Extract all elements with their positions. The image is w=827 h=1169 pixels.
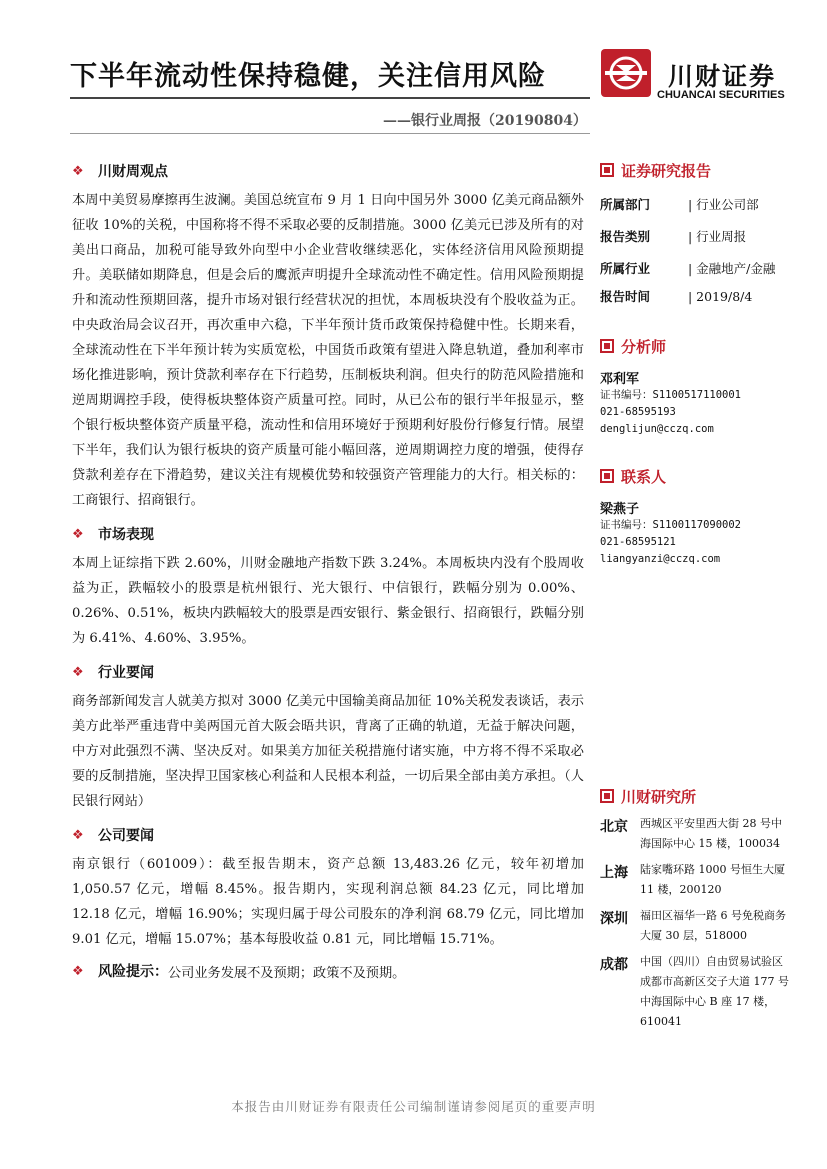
meta-value: | 行业周报 bbox=[688, 229, 747, 244]
report-title: 下半年流动性保持稳健，关注信用风险 bbox=[70, 61, 546, 92]
risk-text: 公司业务发展不及预期；政策不及预期。 bbox=[168, 965, 406, 981]
section-body: 商务部新闻发言人就美方拟对 3000 亿美元中国输美商品加征 10%关税发表谈话，表示美方此举严重违背中美两国元首大阪会晤共识，背离了正确的轨道，无益于解决问题，中方对此强烈不满、坚决反对。如果美方加征关税措施付诸实施，中方将不得不采取必要的反制措施，坚决捍卫国家核心利益和人民根本利益，一切后果全部由美方承担。（人民银行网站） bbox=[72, 694, 584, 809]
header-divider-bottom bbox=[70, 133, 590, 134]
section-company-news bbox=[72, 822, 584, 952]
meta-key: 所属部门 bbox=[600, 197, 651, 212]
section-industry-news bbox=[72, 659, 584, 814]
diamond-bullet-icon: ❖ bbox=[72, 664, 84, 680]
analyst-cert: 证书编号：S1100517110001 bbox=[600, 389, 742, 401]
header-divider bbox=[70, 97, 590, 99]
section-heading: 行业要闻 bbox=[98, 665, 154, 681]
meta-row bbox=[600, 188, 800, 220]
square-bullet-icon bbox=[600, 469, 614, 483]
office-address: 西城区平安里西大街 28 号中海国际中心 15 楼，100034 bbox=[640, 817, 782, 850]
section-heading: 川财周观点 bbox=[98, 164, 168, 180]
office-city: 北京 bbox=[600, 819, 628, 835]
square-bullet-icon bbox=[600, 789, 614, 803]
office-address: 中国（四川）自由贸易试验区成都市高新区交子大道 177 号中海国际中心 B 座 17 楼，610041 bbox=[640, 955, 789, 1028]
office-entry bbox=[600, 906, 800, 946]
diamond-bullet-icon: ❖ bbox=[72, 163, 84, 179]
brand-name-en: CHUANCAI SECURITIES bbox=[657, 89, 785, 101]
contact-phone: 021-68595121 bbox=[600, 536, 676, 548]
office-city: 成都 bbox=[600, 957, 628, 973]
diamond-bullet-icon: ❖ bbox=[72, 526, 84, 542]
brand-name-cn: 川财证券 bbox=[668, 62, 777, 91]
contact-name: 梁燕子 bbox=[600, 502, 640, 517]
square-bullet-icon bbox=[600, 163, 614, 177]
meta-value: | 行业公司部 bbox=[688, 197, 759, 212]
section-body: 本周上证综指下跌 2.60%，川财金融地产指数下跌 3.24%。本周板块内没有个股周收益为正，跌幅较小的股票是杭州银行、光大银行、中信银行，跌幅分别为 0.00%、0.26%、0.51%，板块内跌幅较大的股票是西安银行、紫金银行、招商银行，跌幅分别为 6.41%、4.60%、3.95%。 bbox=[72, 556, 584, 646]
office-city: 上海 bbox=[600, 865, 628, 881]
diamond-bullet-icon: ❖ bbox=[72, 827, 84, 843]
meta-row bbox=[600, 252, 800, 284]
section-heading: 市场表现 bbox=[98, 527, 154, 543]
analyst-card bbox=[600, 368, 800, 438]
chuancai-logo-icon bbox=[601, 49, 651, 97]
analyst-email[interactable]: denglijun@cczq.com bbox=[600, 423, 714, 435]
institute-block bbox=[600, 784, 800, 1032]
section-body: 本周中美贸易摩擦再生波澜。美国总统宣布 9 月 1 日向中国另外 3000 亿美元商品额外征收 10%的关税，中国称将不得不采取必要的反制措施。3000 亿美元已涉及所有的对美出口商品，加税可能导致外向型中小企业营收继续恶化，实体经济信用风险预期提升。美联储如期降息，但是会后的鹰派声明提升全球流动性不确定性。信用风险预期提升和流动性预期回落，提升市场对银行经营状况的担忧，本周板块没有个股收益为正。中央政治局会议召开，再次重申六稳，下半年预计货币政策保持稳健中性。长期来看，全球流动性在下半年预计转为实质宽松，中国货币政策有望进入降息轨道，叠加利率市场化推进影响，预计贷款利率存在下行趋势，压制板块利润。但央行的防范风险措施和逆周期调控手段，使得板块整体资产质量可控。同时，从已公布的银行半年报显示，整个银行板块整体资产质量平稳，流动性和信用环境好于预期利好股份行修复行情。展望下半年，我们认为银行板块的资产质量可能小幅回落，逆周期调控力度的增强，使得存贷款利差存在下滑趋势，建议关注有规模优势和较强资产管理能力的大行。相关标的：工商银行、招商银行。 bbox=[72, 193, 584, 508]
sidebar-heading: 川财研究所 bbox=[621, 787, 697, 806]
office-entry bbox=[600, 814, 800, 854]
contact-card bbox=[600, 498, 800, 568]
sidebar-heading: 证券研究报告 bbox=[621, 161, 712, 180]
sidebar-heading: 分析师 bbox=[621, 337, 667, 356]
meta-value: | 2019/8/4 bbox=[688, 288, 753, 304]
main-content bbox=[72, 150, 584, 984]
risk-warning bbox=[72, 958, 584, 984]
meta-row bbox=[600, 284, 800, 308]
section-market bbox=[72, 521, 584, 651]
analyst-name: 邓利军 bbox=[600, 372, 640, 387]
contact-email[interactable]: liangyanzi@cczq.com bbox=[600, 553, 721, 565]
office-address: 陆家嘴环路 1000 号恒生大厦 11 楼，200120 bbox=[640, 863, 785, 896]
analyst-phone: 021-68595193 bbox=[600, 406, 676, 418]
sidebar bbox=[600, 158, 800, 568]
section-body: 南京银行（601009）：截至报告期末，资产总额 13,483.26 亿元，较年初增加 1,050.57 亿元，增幅 8.45%。报告期内，实现利润总额 84.23 亿元，同比增加 12.18 亿元，增幅 16.90%；实现归属于母公司股东的净利润 68.79 亿元，同比增加 9.01 亿元，增幅 15.07%；基本每股收益 0.81 元，同比增幅 15.71%。 bbox=[72, 857, 584, 947]
office-city: 深圳 bbox=[600, 911, 628, 927]
meta-key: 所属行业 bbox=[600, 261, 651, 276]
meta-value: | 金融地产/金融 bbox=[688, 261, 776, 276]
office-address: 福田区福华一路 6 号免税商务大厦 30 层，518000 bbox=[640, 909, 786, 942]
section-heading: 公司要闻 bbox=[98, 828, 154, 844]
meta-row bbox=[600, 220, 800, 252]
page-footer: 本报告由川财证券有限责任公司编制谨请参阅尾页的重要声明 bbox=[231, 1099, 596, 1114]
diamond-bullet-icon: ❖ bbox=[72, 963, 84, 979]
risk-label: 风险提示： bbox=[98, 964, 168, 980]
meta-key: 报告类别 bbox=[600, 229, 651, 244]
report-meta-table bbox=[600, 188, 800, 308]
office-entry bbox=[600, 952, 800, 1032]
sidebar-heading: 联系人 bbox=[621, 467, 667, 486]
meta-key: 报告时间 bbox=[600, 289, 651, 304]
office-entry bbox=[600, 860, 800, 900]
report-subtitle: ——银行业周报（20190804） bbox=[383, 113, 587, 129]
section-viewpoint bbox=[72, 158, 584, 513]
contact-cert: 证书编号：S1100117090002 bbox=[600, 519, 742, 531]
square-bullet-icon bbox=[600, 339, 614, 353]
